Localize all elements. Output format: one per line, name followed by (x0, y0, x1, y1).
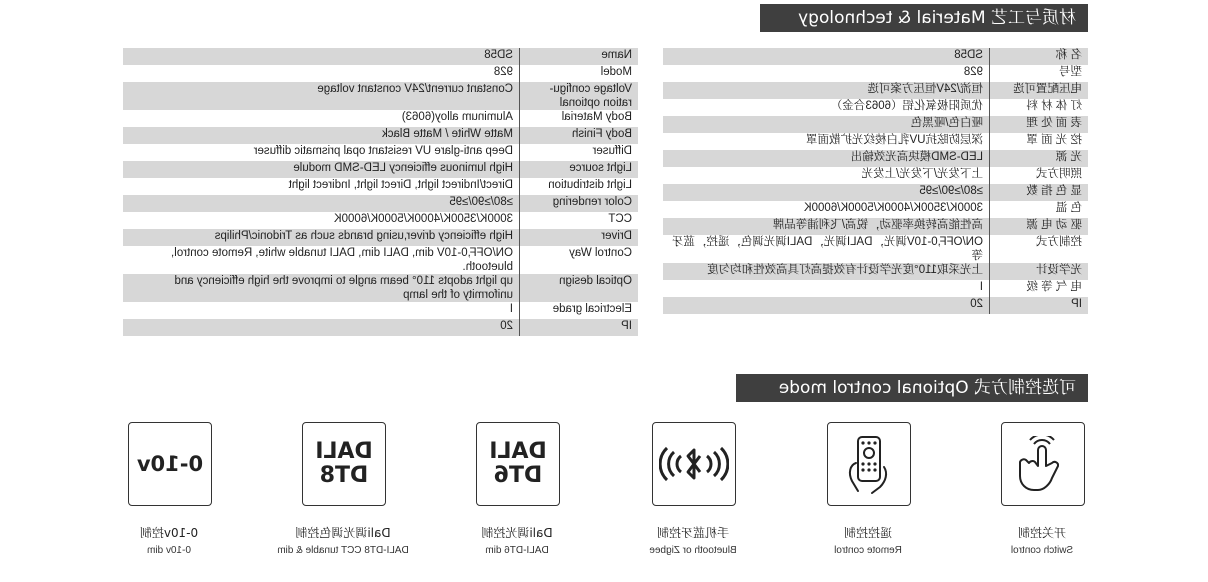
mode-0-10v (126, 422, 212, 556)
mode-dali-dt8 (277, 422, 409, 556)
spec-row (663, 201, 1088, 218)
spec-row (123, 178, 638, 195)
mode-caption-en: Bluetooth or Zigbee (649, 545, 737, 556)
spec-label: Driver (520, 229, 639, 246)
spec-value: up light adopts 110° beam angle to improve the high efficiency and uniformity of the lamp (123, 274, 520, 302)
spec-row (123, 65, 638, 82)
mode-caption-en: DALI-DT6 dim (485, 545, 549, 556)
spec-row (663, 235, 1088, 263)
spec-row (663, 297, 1088, 314)
mode-caption-cn: 0-10v控制 (139, 526, 199, 540)
spec-label: 显 色 指 数 (990, 184, 1089, 201)
spec-row (123, 82, 638, 110)
spec-value: 优质阳极氧化铝（6063合金） (663, 99, 990, 116)
spec-row (663, 263, 1088, 280)
mode-caption-cn: Dali调光控制 (481, 526, 553, 540)
spec-row (123, 161, 638, 178)
spec-value: 上下发光/下发光/上发光 (663, 167, 990, 184)
spec-row (123, 127, 638, 144)
spec-row (663, 116, 1088, 133)
spec-value: I (123, 302, 520, 319)
spec-row (123, 274, 638, 302)
spec-value: ON/OFF,0-10V调光，DALI调光，DALI调光调色，遥控，蓝牙等 (663, 235, 990, 263)
mode-caption-cn: Dali调光调色控制 (295, 526, 391, 540)
spec-value: 恒流/24V恒压方案可选 (663, 82, 990, 99)
spec-value: 20 (663, 297, 990, 314)
spec-label: 表 面 处 理 (990, 116, 1089, 133)
spec-label: Light source (520, 161, 639, 178)
spec-row (123, 212, 638, 229)
spec-label: 控制方式 (990, 235, 1089, 263)
spec-label: Optical design (520, 274, 639, 302)
spec-label: Control Way (520, 246, 639, 274)
spec-label: IP (520, 319, 639, 336)
spec-label: 名 称 (990, 48, 1089, 65)
spec-label: Diffuser (520, 144, 639, 161)
mode-caption-cn: 开关控制 (1018, 526, 1067, 540)
control-modes (0, 422, 1208, 572)
spec-label: Name (520, 48, 639, 65)
spec-label: Color rendering (520, 195, 639, 212)
remote-control-icon (827, 422, 911, 506)
mode-remote-control (825, 422, 911, 556)
spec-value: 3000K/3500K/4000K/5000K/6000K (663, 201, 990, 218)
spec-label: 照明方式 (990, 167, 1089, 184)
mode-caption-en: Switch control (1010, 545, 1074, 556)
spec-value: 上光采取110°度光学设计有效提高灯具高效性和均匀度 (663, 263, 990, 280)
spec-value: SD58 (123, 48, 520, 65)
spec-row (663, 65, 1088, 82)
mode-caption-en: 0-10v dim (147, 545, 191, 556)
spec-label: Model (520, 65, 639, 82)
spec-value: High luminous efficiency LED-SMD module (123, 161, 520, 178)
spec-row (663, 280, 1088, 297)
spec-label: Body Finish (520, 127, 639, 144)
spec-value: LED-SMD模块高光效输出 (663, 150, 990, 167)
spec-label: 光学设计 (990, 263, 1089, 280)
mode-caption-en: Remote control (834, 545, 902, 556)
spec-row (663, 82, 1088, 99)
spec-value: High efficiency driver,using brands such as Tridonic/Philips (123, 229, 520, 246)
spec-row (123, 229, 638, 246)
spec-label: Electrical grade (520, 302, 639, 319)
spec-value: Matte White / Matte Black (123, 127, 520, 144)
spec-row (663, 150, 1088, 167)
spec-label: 电压配置可选 (990, 82, 1089, 99)
spec-label: Body Material (520, 110, 639, 127)
spec-row (123, 144, 638, 161)
mode-caption-en: DALI-DT8 CCT tunable & dim (277, 545, 409, 556)
spec-value: ≥80/≥90/≥95 (123, 195, 520, 212)
dim-0-10v-icon: 0-10v (128, 422, 212, 506)
spec-label: Voltage configu-ration optional (520, 82, 639, 110)
spec-table-english (123, 48, 638, 336)
mode-dali-dt6 (474, 422, 560, 556)
spec-value: Constant current/24V constant voltage (123, 82, 520, 110)
hand-touch-icon (1001, 422, 1085, 506)
mode-caption-cn: 遥控控制 (844, 526, 893, 540)
spec-row (123, 319, 638, 336)
spec-row (123, 110, 638, 127)
spec-row (663, 167, 1088, 184)
mode-caption-cn: 手机蓝牙控制 (657, 526, 730, 540)
spec-label: IP (990, 297, 1089, 314)
spec-value: 深层防眩抗UV乳白棱纹光扩散面罩 (663, 133, 990, 150)
spec-value: SD58 (663, 48, 990, 65)
dali-dt8-icon: DALI DT8 (302, 422, 386, 506)
spec-row (123, 195, 638, 212)
spec-value: 3000K/3500K/4000K/5000K/6000K (123, 212, 520, 229)
spec-value: 高性能高转换率驱动，锐高/飞利浦等品牌 (663, 218, 990, 235)
spec-table-chinese (663, 48, 1088, 314)
dali-dt6-icon: DALI DT6 (476, 422, 560, 506)
spec-label: 型号 (990, 65, 1089, 82)
spec-label: CCT (520, 212, 639, 229)
spec-row (123, 246, 638, 274)
spec-label: 光 源 (990, 150, 1089, 167)
spec-label: Light distribution (520, 178, 639, 195)
mode-switch-control (999, 422, 1085, 556)
spec-row (663, 218, 1088, 235)
spec-row (663, 133, 1088, 150)
control-mode-header: 可选控制方式 Optional control mode (736, 374, 1088, 402)
spec-value: ≥80/≥90/≥95 (663, 184, 990, 201)
mode-bluetooth-control (650, 422, 736, 556)
spec-row (123, 48, 638, 65)
spec-value: ON/OFF,0-10V dim, DALI dim, DALI tunable white, Remote control, bluetooth. (123, 246, 520, 274)
spec-value: 20 (123, 319, 520, 336)
spec-value: Deep anti-glare UV resistant opal prismatic diffuser (123, 144, 520, 161)
spec-row (123, 302, 638, 319)
spec-label: 电 气 等 级 (990, 280, 1089, 297)
spec-value: 哑白色/哑黑色 (663, 116, 990, 133)
spec-label: 灯 体 材 料 (990, 99, 1089, 116)
material-technology-header: 材质与工艺 Material & technology (760, 4, 1088, 32)
spec-value: Aluminum alloy(6063) (123, 110, 520, 127)
spec-value: 928 (123, 65, 520, 82)
bluetooth-icon (652, 422, 736, 506)
spec-label: 色 温 (990, 201, 1089, 218)
spec-label: 挖 光 面 罩 (990, 133, 1089, 150)
spec-value: I (663, 280, 990, 297)
spec-value: 928 (663, 65, 990, 82)
spec-value: Direct/Indirect light, Direct light, Indirect light (123, 178, 520, 195)
spec-row (663, 99, 1088, 116)
spec-row (663, 48, 1088, 65)
spec-label: 驱 动 电 源 (990, 218, 1089, 235)
spec-row (663, 184, 1088, 201)
